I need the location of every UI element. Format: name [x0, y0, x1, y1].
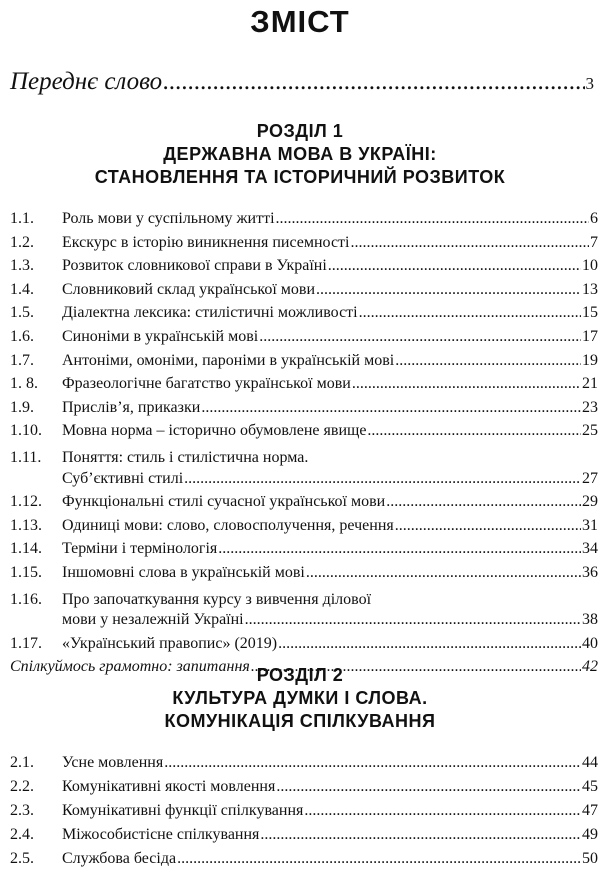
entry-page: 27	[582, 469, 598, 487]
entry-page: 15	[582, 304, 598, 322]
leader-dots	[163, 68, 584, 96]
toc-entry[interactable]	[10, 826, 598, 850]
leader-dots	[395, 517, 581, 535]
entry-number: 2.4.	[10, 826, 34, 843]
toc-entry[interactable]	[10, 281, 598, 305]
entry-title-part: Поняття: стиль і стилістична норма.	[62, 448, 309, 466]
toc-entry[interactable]	[10, 234, 598, 258]
toc-entry[interactable]	[10, 517, 598, 541]
entry-title: Усне мовлення	[62, 754, 164, 771]
entry-title: Одиниці мови: слово, словосполучення, речення	[62, 516, 394, 534]
entry-page: 34	[582, 540, 598, 558]
toc-entry[interactable]	[10, 802, 598, 826]
entry-number: 1.1.	[10, 210, 34, 227]
entry-title: Прислів’я, приказки	[62, 398, 201, 416]
leader-dots	[304, 802, 581, 820]
leader-dots	[316, 281, 581, 299]
leader-dots	[245, 611, 581, 629]
leader-dots	[259, 328, 581, 346]
entry-number: 2.3.	[10, 802, 34, 819]
page-title: ЗМІСТ	[250, 4, 350, 39]
leader-dots	[352, 375, 581, 393]
section1-list	[10, 210, 598, 682]
leader-dots	[351, 234, 590, 252]
leader-dots	[164, 754, 581, 772]
entry-number: 1.2.	[10, 233, 34, 251]
entry-title: Синоніми в українській мові	[62, 327, 259, 345]
entry-page: 13	[582, 280, 598, 298]
section2-title-line1: КУЛЬТУРА ДУМКИ І СЛОВА.	[172, 688, 428, 708]
entry-title: Функціональні стилі сучасної української мови	[62, 493, 386, 511]
entry-number: 1.11.	[10, 448, 42, 466]
entry-page: 40	[582, 634, 598, 652]
toc-entry-line	[10, 588, 598, 612]
entry-number: 2.5.	[10, 850, 34, 867]
toc-entry[interactable]	[10, 850, 598, 874]
entry-page: 17	[582, 327, 598, 345]
entry-page: 10	[582, 257, 598, 275]
entry-page: 29	[582, 493, 598, 511]
entry-page: 7	[590, 233, 598, 251]
entry-page: 36	[582, 563, 598, 581]
entry-title: Розвиток словникової справи в Україні	[62, 257, 327, 275]
entry-page: 21	[582, 375, 598, 393]
leader-dots	[276, 778, 581, 796]
entry-number: 1.4.	[10, 280, 34, 298]
entry-number: 1.12.	[10, 493, 42, 511]
section2-number: РОЗДІЛ 2	[256, 665, 344, 685]
entry-title: мови у незалежній Україні	[62, 611, 244, 629]
entry-title: Антоніми, омоніми, пароніми в українській мові	[62, 351, 395, 369]
entry-page: 45	[582, 778, 598, 795]
foreword-entry[interactable]	[10, 68, 594, 96]
entry-number: 1.14.	[10, 540, 42, 558]
leader-dots	[306, 564, 581, 582]
entry-page: 6	[590, 210, 598, 227]
leader-dots	[184, 470, 581, 488]
foreword-page: 3	[585, 74, 594, 93]
section1-number: РОЗДІЛ 1	[256, 121, 344, 141]
entry-title: Діалектна лексика: стилістичні можливості	[62, 304, 358, 322]
entry-number: 1.15.	[10, 563, 42, 581]
entry-number: 1.7.	[10, 351, 34, 369]
toc-entry[interactable]	[10, 564, 598, 588]
entry-title: Комунікативні функції спілкування	[62, 802, 304, 819]
entry-title: Словниковий склад української мови	[62, 280, 316, 298]
entry-title: Фразеологічне багатство української мови	[62, 375, 351, 393]
toc-entry-line	[10, 446, 598, 470]
section1-heading	[0, 120, 600, 189]
entry-page: 38	[582, 611, 598, 629]
entry-title: Мовна норма – історично обумовлене явище	[62, 422, 367, 440]
entry-page: 42	[582, 658, 598, 676]
entry-title: «Український правопис» (2019)	[62, 634, 278, 652]
entry-title: Екскурс в історію виникнення писемності	[62, 233, 350, 251]
entry-title: Міжособистісне спілкування	[62, 826, 260, 843]
leader-dots	[395, 352, 581, 370]
toc-entry[interactable]	[10, 304, 598, 328]
toc-entry[interactable]	[10, 375, 598, 399]
section1-title-line1: ДЕРЖАВНА МОВА В УКРАЇНІ:	[163, 144, 437, 164]
toc-entry[interactable]	[10, 754, 598, 778]
leader-dots	[218, 540, 581, 558]
entry-title-part: Про започаткування курсу з вивчення ділової	[62, 590, 372, 608]
entry-number: 2.2.	[10, 778, 34, 795]
entry-page: 25	[582, 422, 598, 440]
entry-title: Терміни і термінологія	[62, 540, 218, 558]
toc-entry[interactable]	[10, 257, 598, 281]
section2-title-line2: КОМУНІКАЦІЯ СПІЛКУВАННЯ	[164, 711, 436, 731]
entry-number: 1.6.	[10, 327, 34, 345]
section2-heading	[0, 664, 600, 733]
toc-entry[interactable]	[10, 540, 598, 564]
entry-number: 1.13.	[10, 516, 42, 534]
section2-list	[10, 754, 598, 874]
entry-number: 1.3.	[10, 257, 34, 275]
toc-entry[interactable]	[10, 635, 598, 659]
entry-title: Службова бесіда	[62, 850, 177, 867]
leader-dots	[328, 257, 581, 275]
toc-entry[interactable]	[10, 470, 598, 494]
leader-dots	[177, 850, 581, 868]
entry-page: 19	[582, 351, 598, 369]
entry-title: Іншомовні слова в українській мові	[62, 563, 305, 581]
toc-entry[interactable]	[10, 611, 598, 635]
entry-number: 1. 8.	[10, 375, 38, 393]
entry-page: 49	[582, 826, 598, 843]
foreword-label: Переднє слово	[10, 68, 163, 95]
entry-number: 1.5.	[10, 304, 34, 322]
entry-title: Комунікативні якості мовлення	[62, 778, 276, 795]
leader-dots	[260, 826, 581, 844]
entry-page: 50	[582, 850, 598, 867]
leader-dots	[201, 399, 581, 417]
entry-title: Роль мови у суспільному житті	[62, 210, 275, 227]
toc-entry[interactable]	[10, 210, 598, 234]
entry-number: 1.17.	[10, 634, 42, 652]
toc-entry[interactable]	[10, 352, 598, 376]
entry-page: 23	[582, 398, 598, 416]
section1-title-line2: СТАНОВЛЕННЯ ТА ІСТОРИЧНИЙ РОЗВИТОК	[94, 167, 506, 187]
entry-title: Суб’єктивні стилі	[62, 469, 184, 487]
toc-entry[interactable]	[10, 399, 598, 423]
leader-dots	[278, 635, 581, 653]
toc-entry[interactable]	[10, 328, 598, 352]
leader-dots	[367, 422, 581, 440]
leader-dots	[386, 493, 581, 511]
entry-page: 47	[582, 802, 598, 819]
leader-dots	[276, 210, 589, 228]
entry-number: 2.1.	[10, 754, 34, 771]
toc-entry[interactable]	[10, 493, 598, 517]
toc-entry[interactable]	[10, 422, 598, 446]
leader-dots	[359, 304, 581, 322]
entry-number: 1.16.	[10, 590, 42, 608]
entry-number: 1.9.	[10, 398, 34, 416]
entry-page: 31	[582, 516, 598, 534]
entry-title: Спілкуймось грамотно: запитання	[10, 658, 250, 676]
entry-number: 1.10.	[10, 422, 42, 440]
toc-entry[interactable]	[10, 778, 598, 802]
entry-page: 44	[582, 754, 598, 771]
